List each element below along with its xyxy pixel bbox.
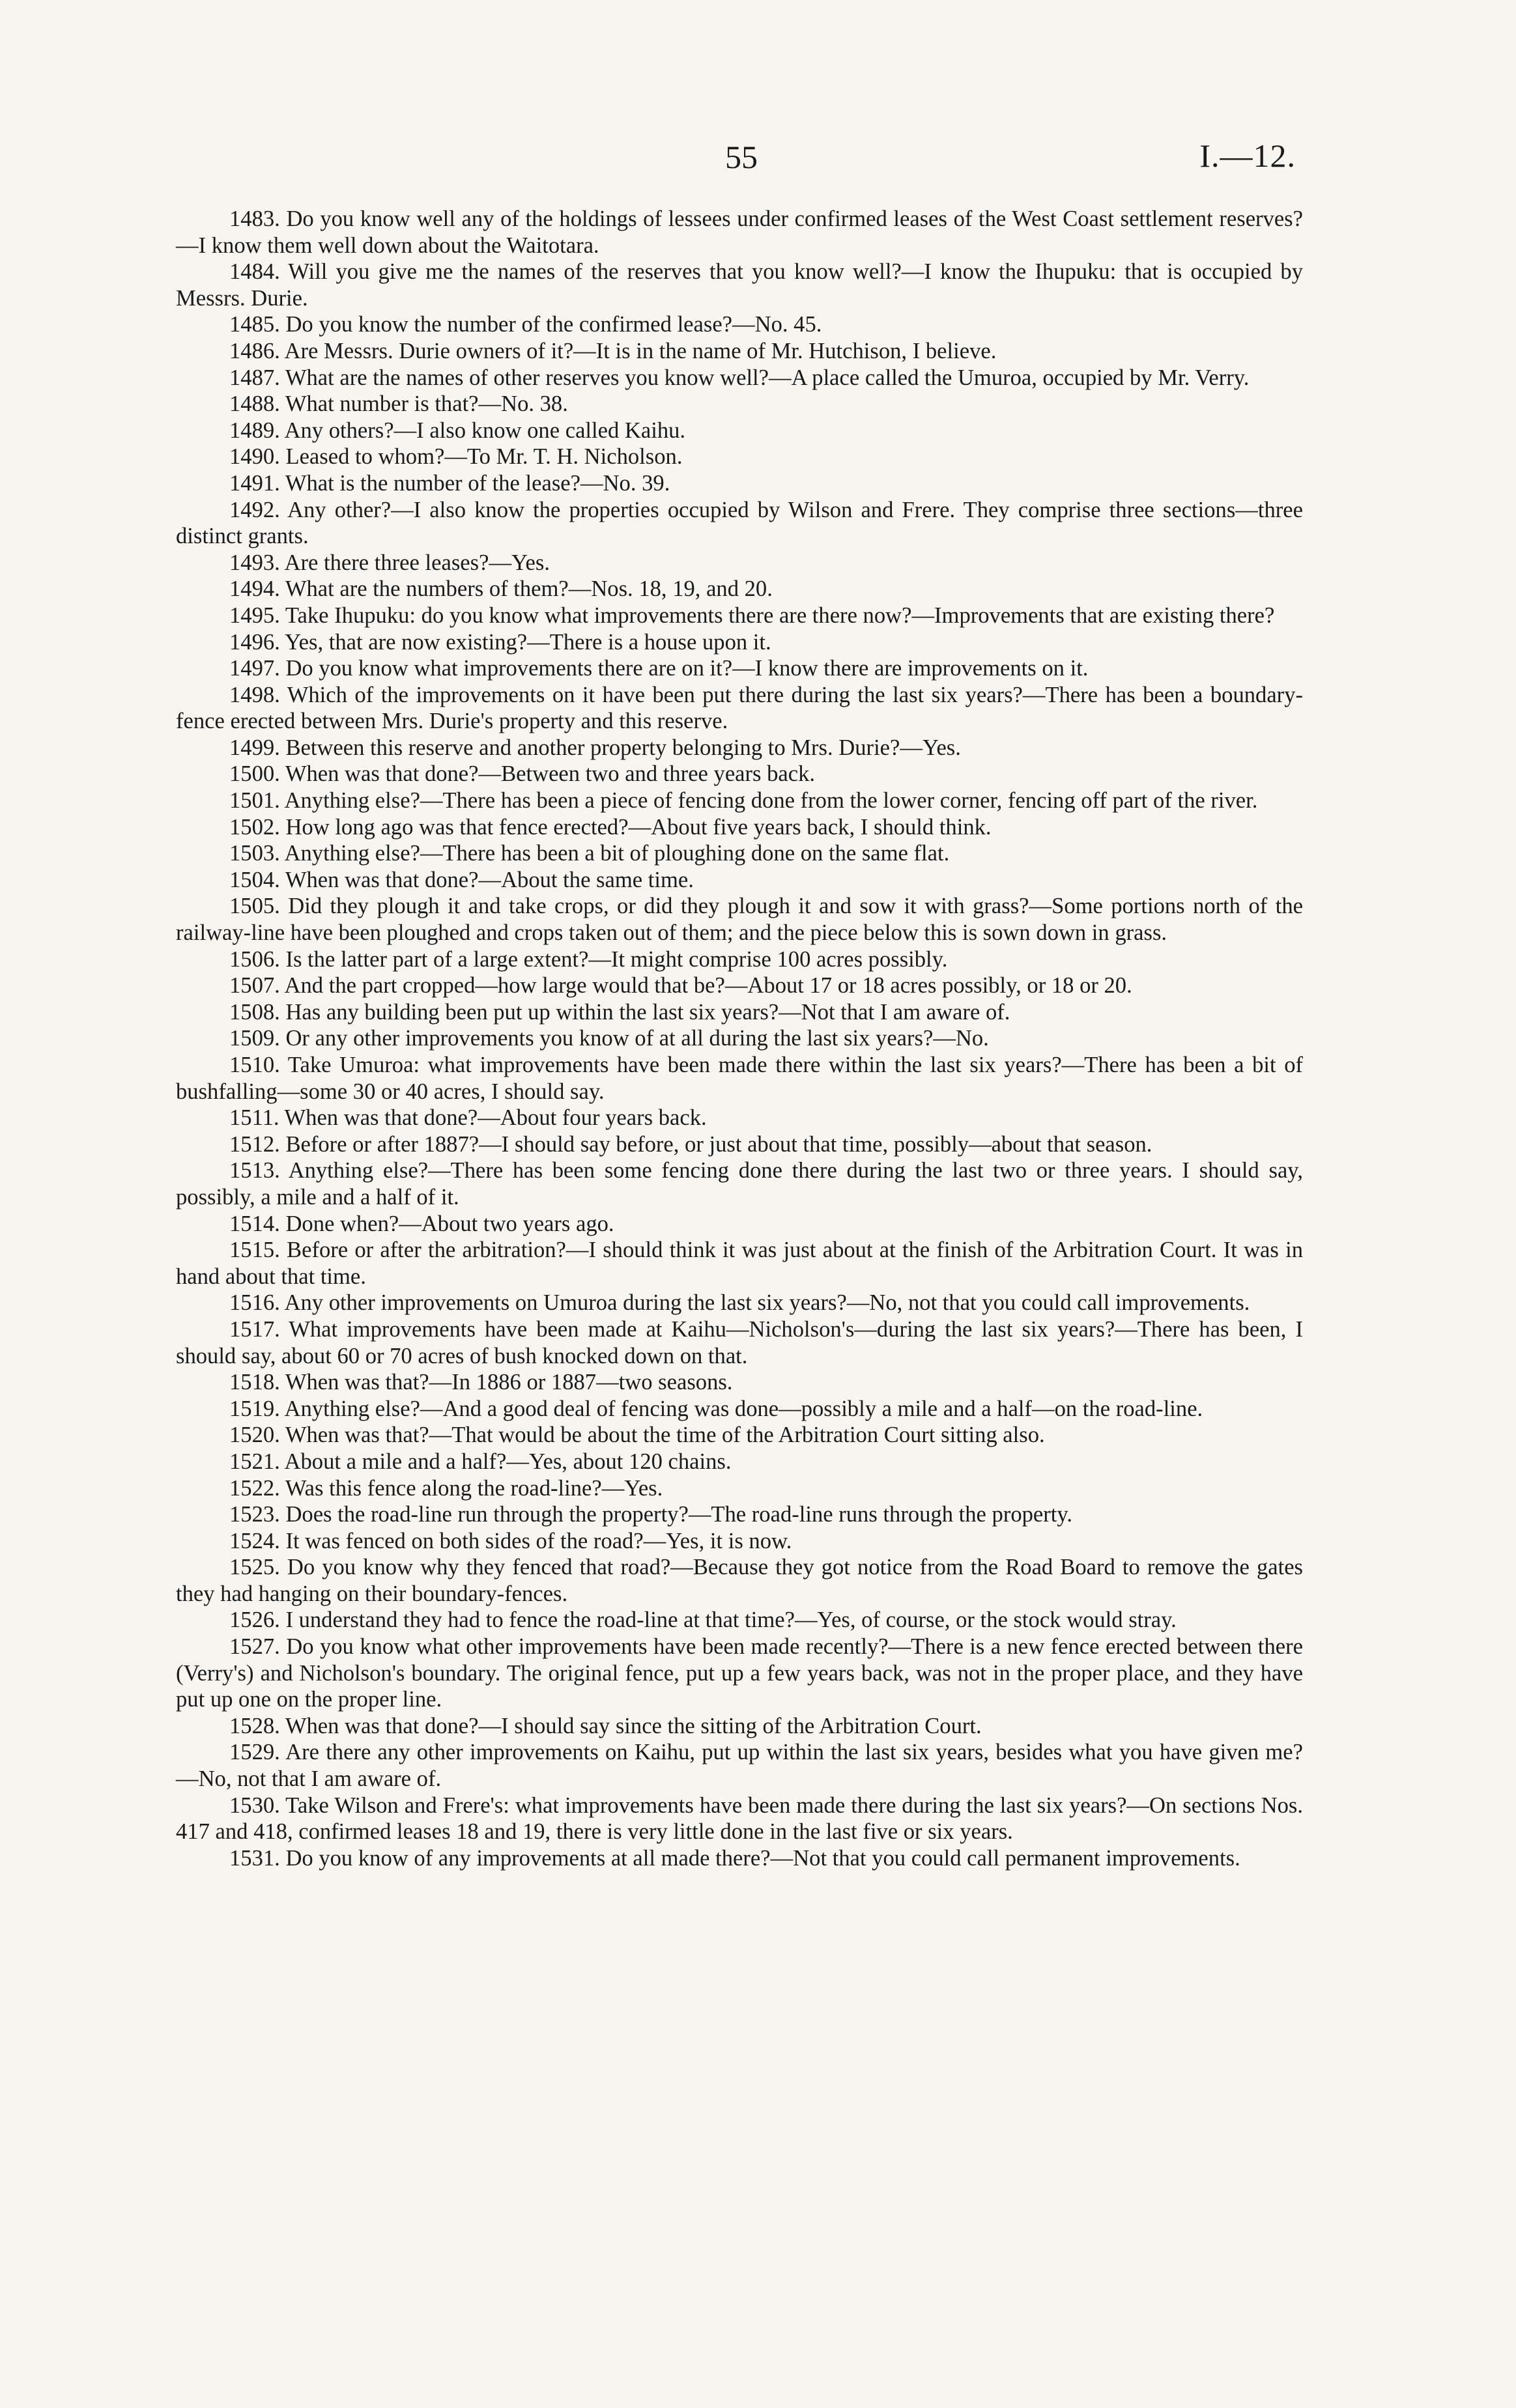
question-answer-paragraph: 1484. Will you give me the names of the reserves that you know well?—I know the Ihupuku: that is occupied by Messrs. Durie. <box>176 259 1303 311</box>
question-answer-paragraph: 1519. Anything else?—And a good deal of fencing was done—possibly a mile and a half—on the road-line. <box>229 1396 1203 1421</box>
question-answer-paragraph: 1508. Has any building been put up within the last six years?—Not that I am aware of. <box>229 999 1010 1025</box>
question-answer-paragraph: 1496. Yes, that are now existing?—There is a house upon it. <box>229 629 771 655</box>
question-answer-paragraph: 1505. Did they plough it and take crops, or did they plough it and sow it with grass?—Some portions north of the railway-line have been ploughed and crops taken out of them; and the piece below this is sown down in grass. <box>176 894 1303 946</box>
question-answer-paragraph: 1503. Anything else?—There has been a bit of ploughing done on the same flat. <box>229 841 950 866</box>
question-answer-paragraph: 1494. What are the numbers of them?—Nos. 18, 19, and 20. <box>229 576 773 602</box>
question-answer-paragraph: 1490. Leased to whom?—To Mr. T. H. Nicholson. <box>229 444 683 470</box>
question-answer-paragraph: 1531. Do you know of any improvements at all made there?—Not that you could call permanent improvements. <box>229 1845 1240 1871</box>
question-answer-paragraph: 1497. Do you know what improvements there are on it?—I know there are improvements on it. <box>229 656 1089 681</box>
question-answer-paragraph: 1530. Take Wilson and Frere's: what improvements have been made there during the last six years?—On sections Nos. 417 and 418, confirmed leases 18 and 19, there is very little done in the last five or six years. <box>176 1792 1303 1845</box>
question-answer-paragraph: 1514. Done when?—About two years ago. <box>229 1211 614 1236</box>
question-answer-paragraph: 1511. When was that done?—About four years back. <box>229 1105 707 1131</box>
question-answer-paragraph: 1489. Any others?—I also know one called Kaihu. <box>229 418 686 443</box>
question-answer-paragraph: 1486. Are Messrs. Durie owners of it?—It is in the name of Mr. Hutchison, I believe. <box>229 338 997 363</box>
question-answer-paragraph: 1526. I understand they had to fence the road-line at that time?—Yes, of course, or the stock would stray. <box>229 1608 1177 1633</box>
document-reference: I.—12. <box>1199 137 1296 174</box>
question-answer-paragraph: 1493. Are there three leases?—Yes. <box>229 550 550 575</box>
question-answer-paragraph: 1524. It was fenced on both sides of the road?—Yes, it is now. <box>229 1528 792 1553</box>
question-answer-paragraph: 1488. What number is that?—No. 38. <box>229 391 568 417</box>
question-answer-paragraph: 1495. Take Ihupuku: do you know what improvements there are there now?—Improvements that are existing there? <box>229 602 1275 628</box>
question-answer-paragraph: 1507. And the part cropped—how large would that be?—About 17 or 18 acres possibly, or 18 or 20. <box>229 973 1132 999</box>
question-answer-paragraph: 1515. Before or after the arbitration?—I should think it was just about at the finish of the Arbitration Court. It was in hand about that time. <box>176 1238 1303 1289</box>
question-answer-paragraph: 1509. Or any other improvements you know of at all during the last six years?—No. <box>229 1026 989 1051</box>
question-answer-paragraph: 1528. When was that done?—I should say since the sitting of the Arbitration Court. <box>229 1713 982 1738</box>
question-answer-paragraph: 1521. About a mile and a half?—Yes, about 120 chains. <box>229 1449 732 1474</box>
question-answer-paragraph: 1501. Anything else?—There has been a piece of fencing done from the lower corner, fencing off part of the river. <box>229 788 1258 814</box>
question-answer-paragraph: 1504. When was that done?—About the same time. <box>229 867 694 892</box>
question-answer-paragraph: 1516. Any other improvements on Umuroa during the last six years?—No, not that you could call improvements. <box>229 1290 1250 1316</box>
question-answer-paragraph: 1512. Before or after 1887?—I should say before, or just about that time, possibly—about that season. <box>229 1131 1152 1157</box>
question-answer-paragraph: 1517. What improvements have been made at Kaihu—Nicholson's—during the last six years?—There has been, I should say, about 60 or 70 acres of bush knocked down on that. <box>176 1316 1303 1368</box>
question-answer-paragraph: 1483. Do you know well any of the holdings of lessees under confirmed leases of the West Coast settlement reserves?—I know them well down about the Waitotara. <box>176 206 1303 258</box>
question-answer-paragraph: 1518. When was that?—In 1886 or 1887—two seasons. <box>229 1370 733 1395</box>
question-answer-paragraph: 1502. How long ago was that fence erected?—About five years back, I should think. <box>229 814 992 840</box>
question-answer-paragraph: 1529. Are there any other improvements on Kaihu, put up within the last six years, besides what you have given me?—No, not that I am aware of. <box>176 1740 1303 1792</box>
evidence-transcript <box>176 206 1303 1871</box>
page-number: 55 <box>725 139 758 175</box>
question-answer-paragraph: 1523. Does the road-line run through the property?—The road-line runs through the property. <box>229 1502 1073 1527</box>
question-answer-paragraph: 1520. When was that?—That would be about the time of the Arbitration Court sitting also. <box>229 1423 1045 1448</box>
question-answer-paragraph: 1513. Anything else?—There has been some fencing done there during the last two or three years. I should say, possibly, a mile and a half of it. <box>176 1158 1303 1210</box>
question-answer-paragraph: 1487. What are the names of other reserves you know well?—A place called the Umuroa, occupied by Mr. Verry. <box>229 365 1250 390</box>
question-answer-paragraph: 1510. Take Umuroa: what improvements have been made there within the last six years?—There has been a bit of bushfalling—some 30 or 40 acres, I should say. <box>176 1053 1303 1104</box>
question-answer-paragraph: 1492. Any other?—I also know the properties occupied by Wilson and Frere. They comprise three sections—three distinct grants. <box>176 497 1303 549</box>
question-answer-paragraph: 1527. Do you know what other improvements have been made recently?—There is a new fence erected between there (Verry's) and Nicholson's boundary. The original fence, put up a few years back, was not in the proper place, and they have put up one on the proper line. <box>176 1634 1303 1712</box>
question-answer-paragraph: 1485. Do you know the number of the confirmed lease?—No. 45. <box>229 312 822 337</box>
question-answer-paragraph: 1499. Between this reserve and another property belonging to Mrs. Durie?—Yes. <box>229 735 961 760</box>
question-answer-paragraph: 1491. What is the number of the lease?—No. 39. <box>229 470 670 496</box>
question-answer-paragraph: 1506. Is the latter part of a large extent?—It might comprise 100 acres possibly. <box>229 946 948 972</box>
question-answer-paragraph: 1500. When was that done?—Between two and three years back. <box>229 761 816 787</box>
question-answer-paragraph: 1522. Was this fence along the road-line?—Yes. <box>229 1475 663 1501</box>
question-answer-paragraph: 1498. Which of the improvements on it have been put there during the last six years?—There has been a boundary-fence erected between Mrs. Durie's property and this reserve. <box>176 682 1303 734</box>
question-answer-paragraph: 1525. Do you know why they fenced that road?—Because they got notice from the Road Board to remove the gates they had hanging on their boundary-fences. <box>176 1555 1303 1606</box>
